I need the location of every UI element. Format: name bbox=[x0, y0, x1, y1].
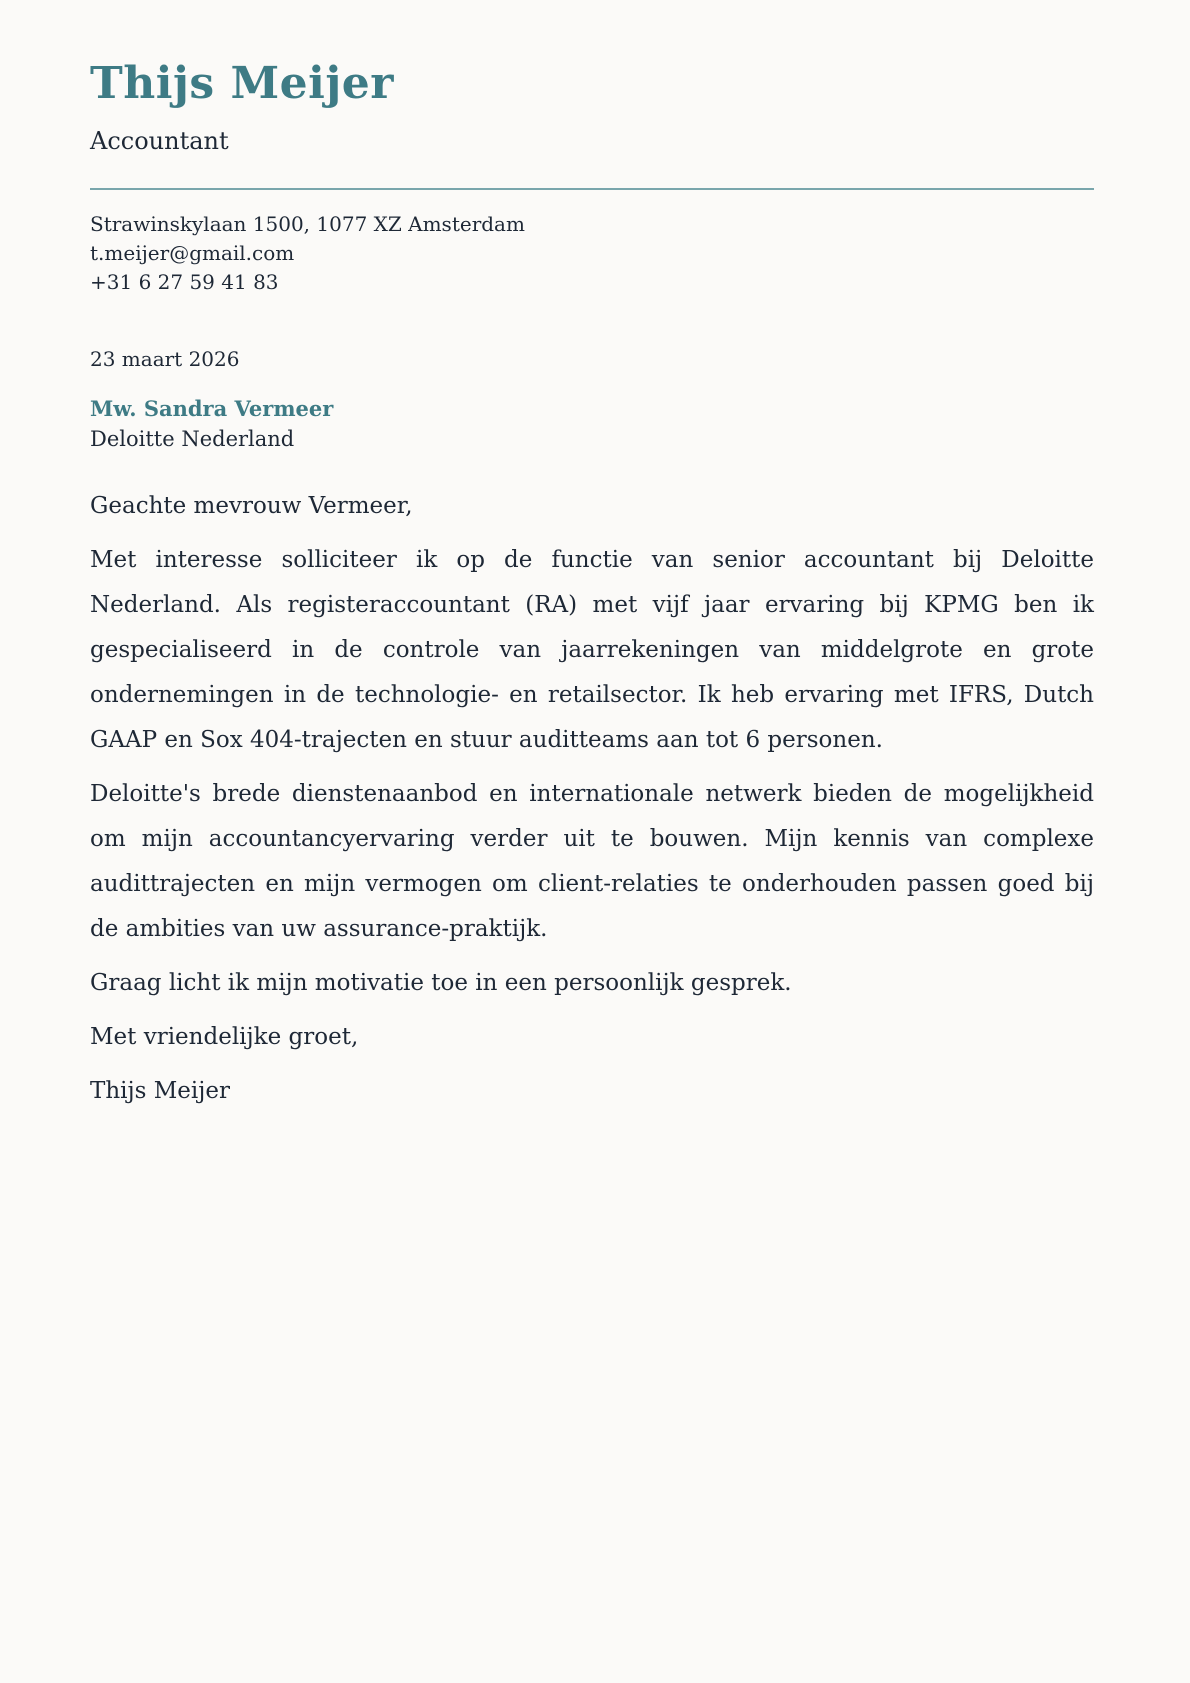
sender-job-title: Accountant bbox=[90, 127, 229, 156]
sender-name: Thijs Meijer bbox=[90, 58, 394, 109]
contact-info bbox=[90, 210, 1094, 297]
paragraph-2: Deloitte's brede dienstenaanbod en internationale netwerk bieden de mogelijkheid om mijn accountancyervaring verder uit te bouwen. Mijn kennis van complexe audittrajecten en mijn vermogen om client-relaties te onderhouden passen goed bij de ambities van uw assurance-praktijk. bbox=[90, 781, 1094, 943]
contact-email: t.meijer@gmail.com bbox=[90, 241, 295, 266]
contact-phone: +31 6 27 59 41 83 bbox=[90, 270, 279, 295]
contact-address: Strawinskylaan 1500, 1077 XZ Amsterdam bbox=[90, 212, 525, 237]
signature-name: Thijs Meijer bbox=[90, 1078, 231, 1105]
closing: Met vriendelijke groet, bbox=[90, 1024, 359, 1051]
letter-header bbox=[90, 60, 1094, 297]
recipient-block bbox=[90, 394, 1094, 454]
recipient-company: Deloitte Nederland bbox=[90, 427, 295, 452]
paragraph-1: Met interesse solliciteer ik op de functie van senior accountant bij Deloitte Nederland. Als registeraccountant (RA) met vijf jaar ervaring bij KPMG ben ik gespecialiseerd in de controle van jaarrekeningen van middelgrote en grote ondernemingen in de technologie- en retailsector. Ik heb ervaring met IFRS, Dutch GAAP en Sox 404-trajecten en stuur auditteams aan tot 6 personen. bbox=[90, 547, 1094, 754]
letter-date: 23 maart 2026 bbox=[90, 347, 240, 372]
paragraph-3: Graag licht ik mijn motivatie toe in een persoonlijk gesprek. bbox=[90, 970, 792, 997]
letter-text bbox=[90, 484, 1094, 1114]
header-divider bbox=[90, 188, 1094, 190]
recipient-name: Mw. Sandra Vermeer bbox=[90, 396, 334, 422]
salutation: Geachte mevrouw Vermeer, bbox=[90, 493, 413, 520]
letter-body bbox=[90, 345, 1094, 1114]
